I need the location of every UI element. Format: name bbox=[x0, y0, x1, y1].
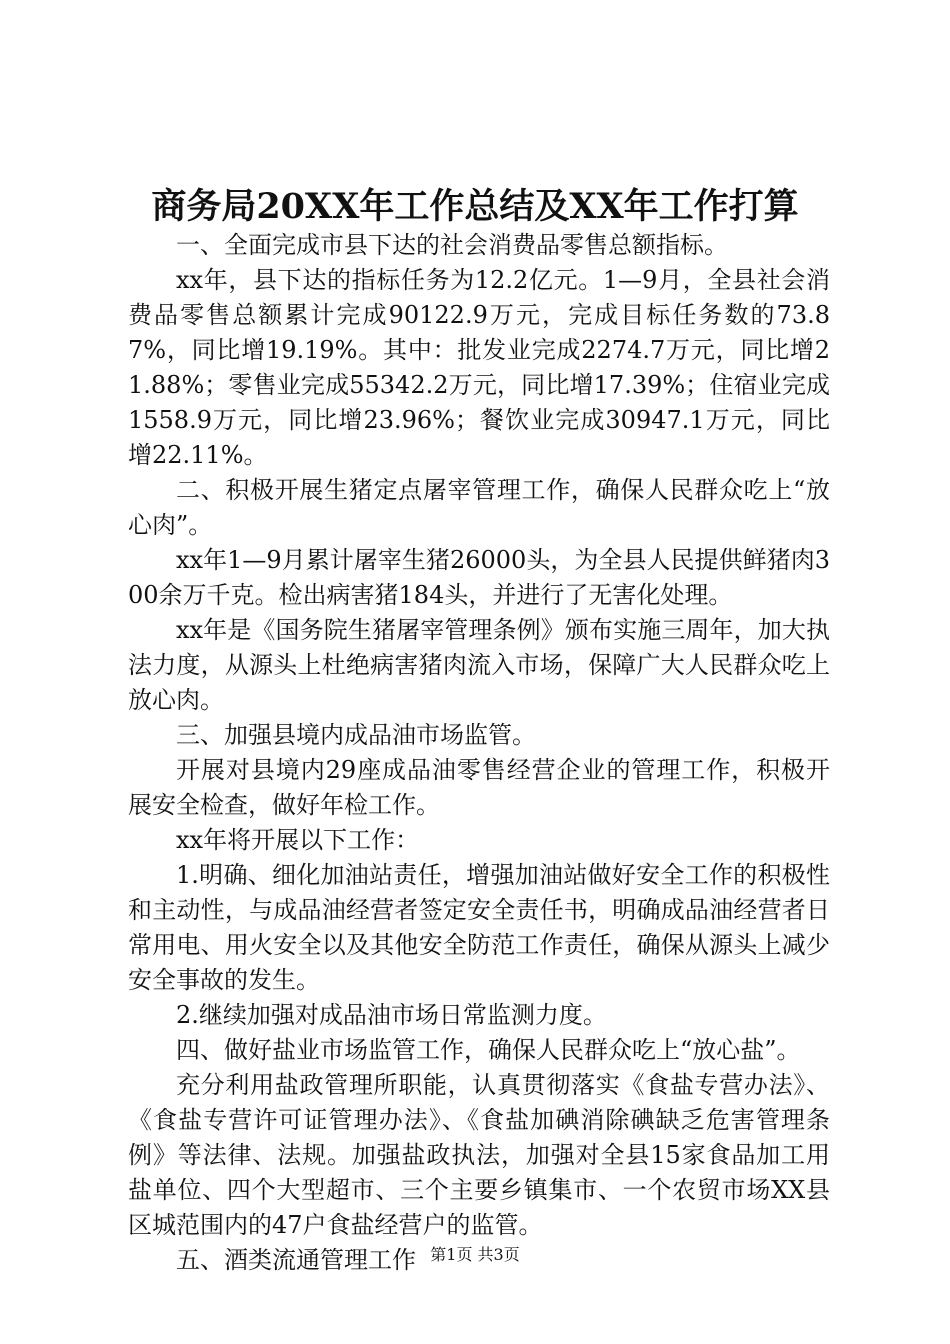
document-body bbox=[128, 228, 830, 1278]
list-item: 1.明确、细化加油站责任，增强加油站做好安全工作的积极性和主动性，与成品油经营者签定安全责任书，明确成品油经营者日常用电、用火安全以及其他安全防范工作责任，确保从源头上减少安全事故的发生。 bbox=[128, 861, 830, 994]
paragraph: 开展对县境内29座成品油零售经营企业的管理工作，积极开展安全检查，做好年检工作。 bbox=[128, 756, 830, 819]
list-item: 2.继续加强对成品油市场日常监测力度。 bbox=[176, 1001, 607, 1029]
document-title: 商务局20XX年工作总结及XX年工作打算 bbox=[151, 186, 799, 227]
section-heading-1: 一、全面完成市县下达的社会消费品零售总额指标。 bbox=[176, 231, 728, 259]
section-heading-2: 二、积极开展生猪定点屠宰管理工作，确保人民群众吃上“放心肉”。 bbox=[128, 476, 830, 539]
section-heading-3: 三、加强县境内成品油市场监管。 bbox=[176, 721, 536, 749]
paragraph: xx年是《国务院生猪屠宰管理条例》颁布实施三周年，加大执法力度，从源头上杜绝病害猪肉流入市场，保障广大人民群众吃上放心肉。 bbox=[128, 616, 830, 714]
paragraph: xx年，县下达的指标任务为12.2亿元。1—9月，全县社会消费品零售总额累计完成90122.9万元，完成目标任务数的73.87%，同比增19.19%。其中：批发业完成2274.7万元，同比增21.88%；零售业完成55342.2万元，同比增17.39%；住宿业完成1558.9万元，同比增23.96%；餐饮业完成30947.1万元，同比增22.11%。 bbox=[128, 266, 830, 469]
section-heading-5: 五、酒类流通管理工作 bbox=[176, 1246, 416, 1274]
paragraph: xx年1—9月累计屠宰生猪26000头，为全县人民提供鲜猪肉300余万千克。检出病害猪184头，并进行了无害化处理。 bbox=[128, 546, 830, 609]
paragraph: xx年将开展以下工作： bbox=[176, 826, 420, 854]
section-heading-4: 四、做好盐业市场监管工作，确保人民群众吃上“放心盐”。 bbox=[176, 1036, 801, 1064]
page-number: 第1页 共3页 bbox=[430, 1245, 520, 1264]
paragraph: 充分利用盐政管理所职能，认真贯彻落实《食盐专营办法》、《食盐专营许可证管理办法》、《食盐加碘消除碘缺乏危害管理条例》等法律、法规。加强盐政执法，加强对全县15家食品加工用盐单位、四个大型超市、三个主要乡镇集市、一个农贸市场XX县区城范围内的47户食盐经营户的监管。 bbox=[128, 1071, 830, 1239]
